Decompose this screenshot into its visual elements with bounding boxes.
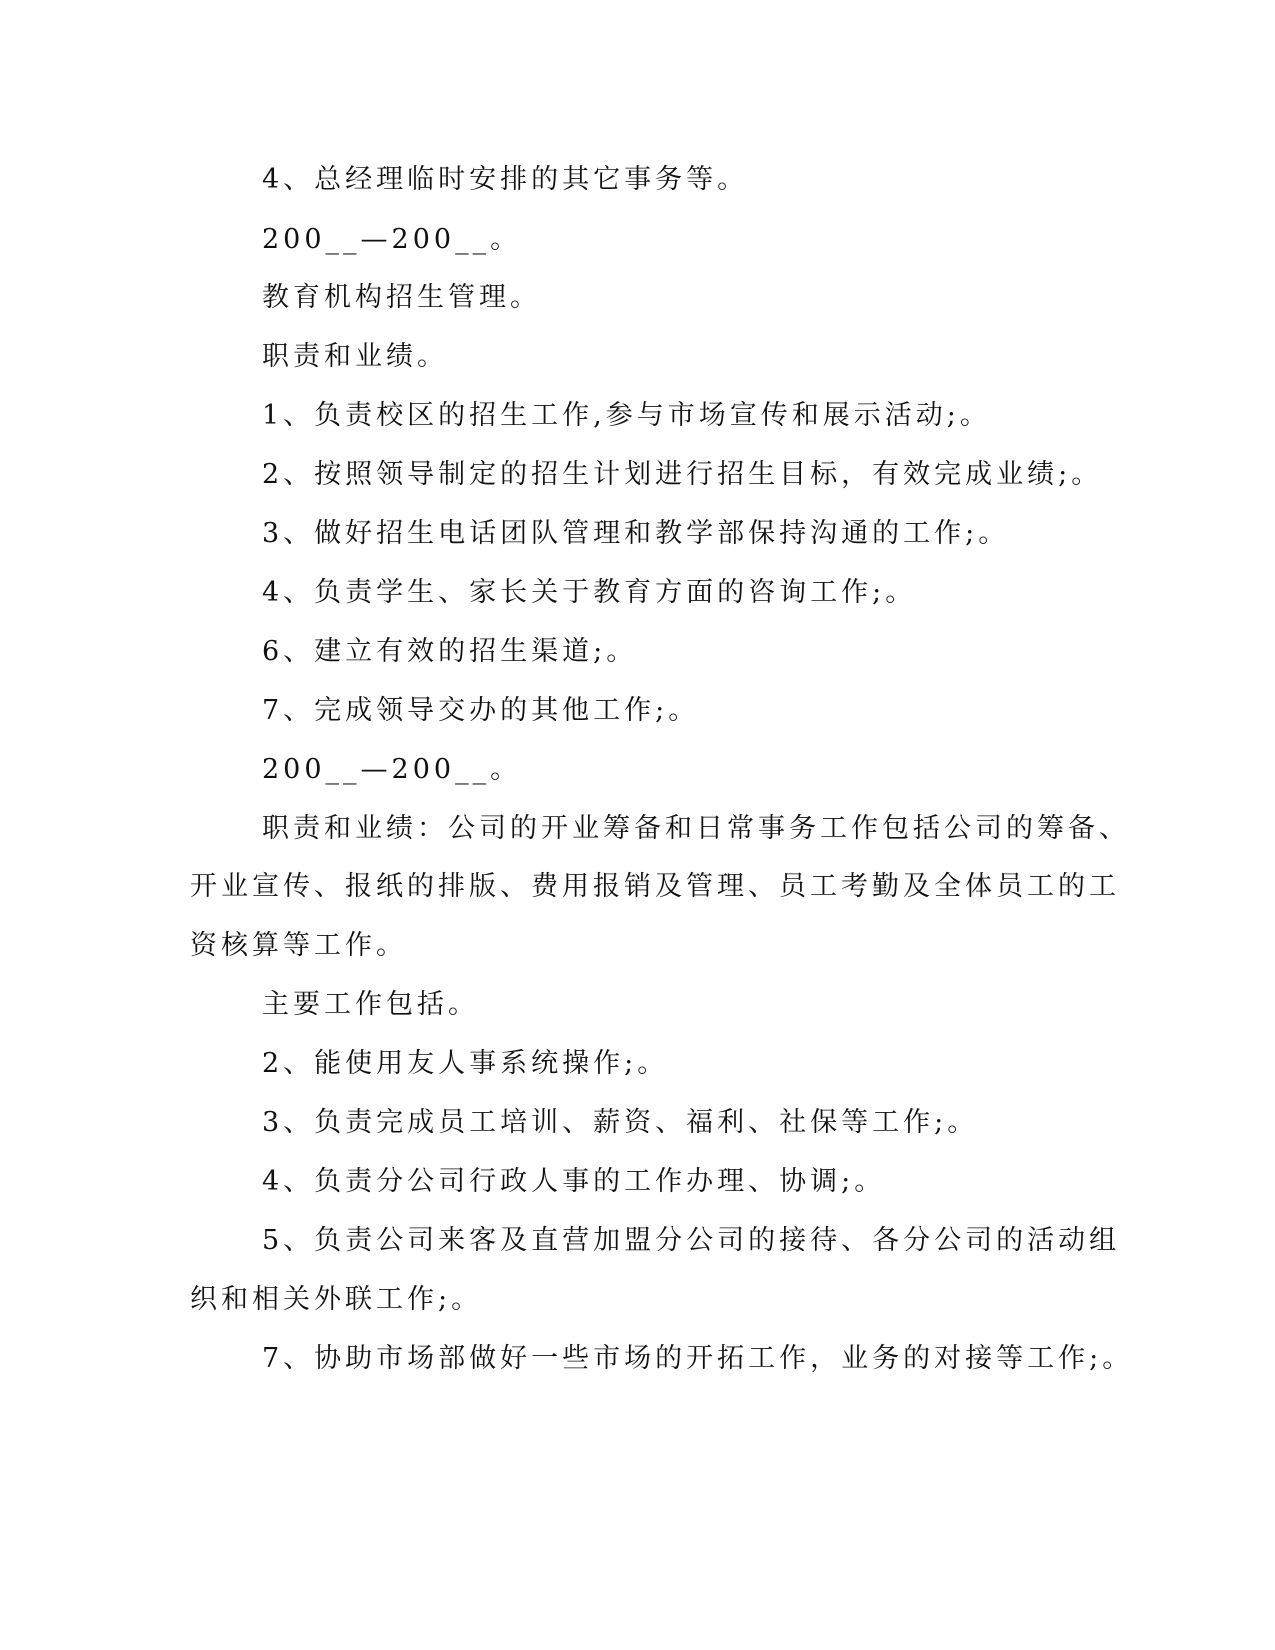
paragraph-line: 200__—200__。 xyxy=(262,754,522,785)
paragraph-line: 1、负责校区的招生工作,参与市场宣传和展示活动;。 xyxy=(262,400,991,431)
paragraph-line: 教育机构招生管理。 xyxy=(262,282,541,313)
paragraph-line: 职责和业绩。 xyxy=(262,341,448,372)
paragraph-line: 5、负责公司来客及直营加盟分公司的接待、各分公司的活动组 xyxy=(262,1225,1121,1256)
paragraph-line: 4、负责分公司行政人事的工作办理、协调;。 xyxy=(262,1166,886,1197)
paragraph-line: 3、做好招生电话团队管理和教学部保持沟通的工作;。 xyxy=(262,518,1010,549)
paragraph-line: 主要工作包括。 xyxy=(262,989,479,1020)
paragraph-line: 2、能使用友人事系统操作;。 xyxy=(262,1048,669,1079)
paragraph-line: 4、总经理临时安排的其它事务等。 xyxy=(262,164,749,195)
paragraph-line: 资核算等工作。 xyxy=(190,930,407,961)
paragraph-line: 4、负责学生、家长关于教育方面的咨询工作;。 xyxy=(262,577,917,608)
paragraph-line: 开业宣传、报纸的排版、费用报销及管理、员工考勤及全体员工的工 xyxy=(190,871,1120,902)
paragraph-line: 2、按照领导制定的招生计划进行招生目标，有效完成业绩;。 xyxy=(262,459,1103,490)
paragraph-line: 职责和业绩：公司的开业筹备和日常事务工作包括公司的筹备、 xyxy=(262,813,1130,844)
paragraph-line: 织和相关外联工作;。 xyxy=(190,1284,483,1315)
paragraph-line: 7、完成领导交办的其他工作;。 xyxy=(262,695,700,726)
paragraph-line: 200__—200__。 xyxy=(262,224,522,255)
paragraph-line: 6、建立有效的招生渠道;。 xyxy=(262,636,638,667)
paragraph-line: 7、协助市场部做好一些市场的开拓工作，业务的对接等工作;。 xyxy=(262,1343,1134,1374)
paragraph-line: 3、负责完成员工培训、薪资、福利、社保等工作;。 xyxy=(262,1107,979,1138)
